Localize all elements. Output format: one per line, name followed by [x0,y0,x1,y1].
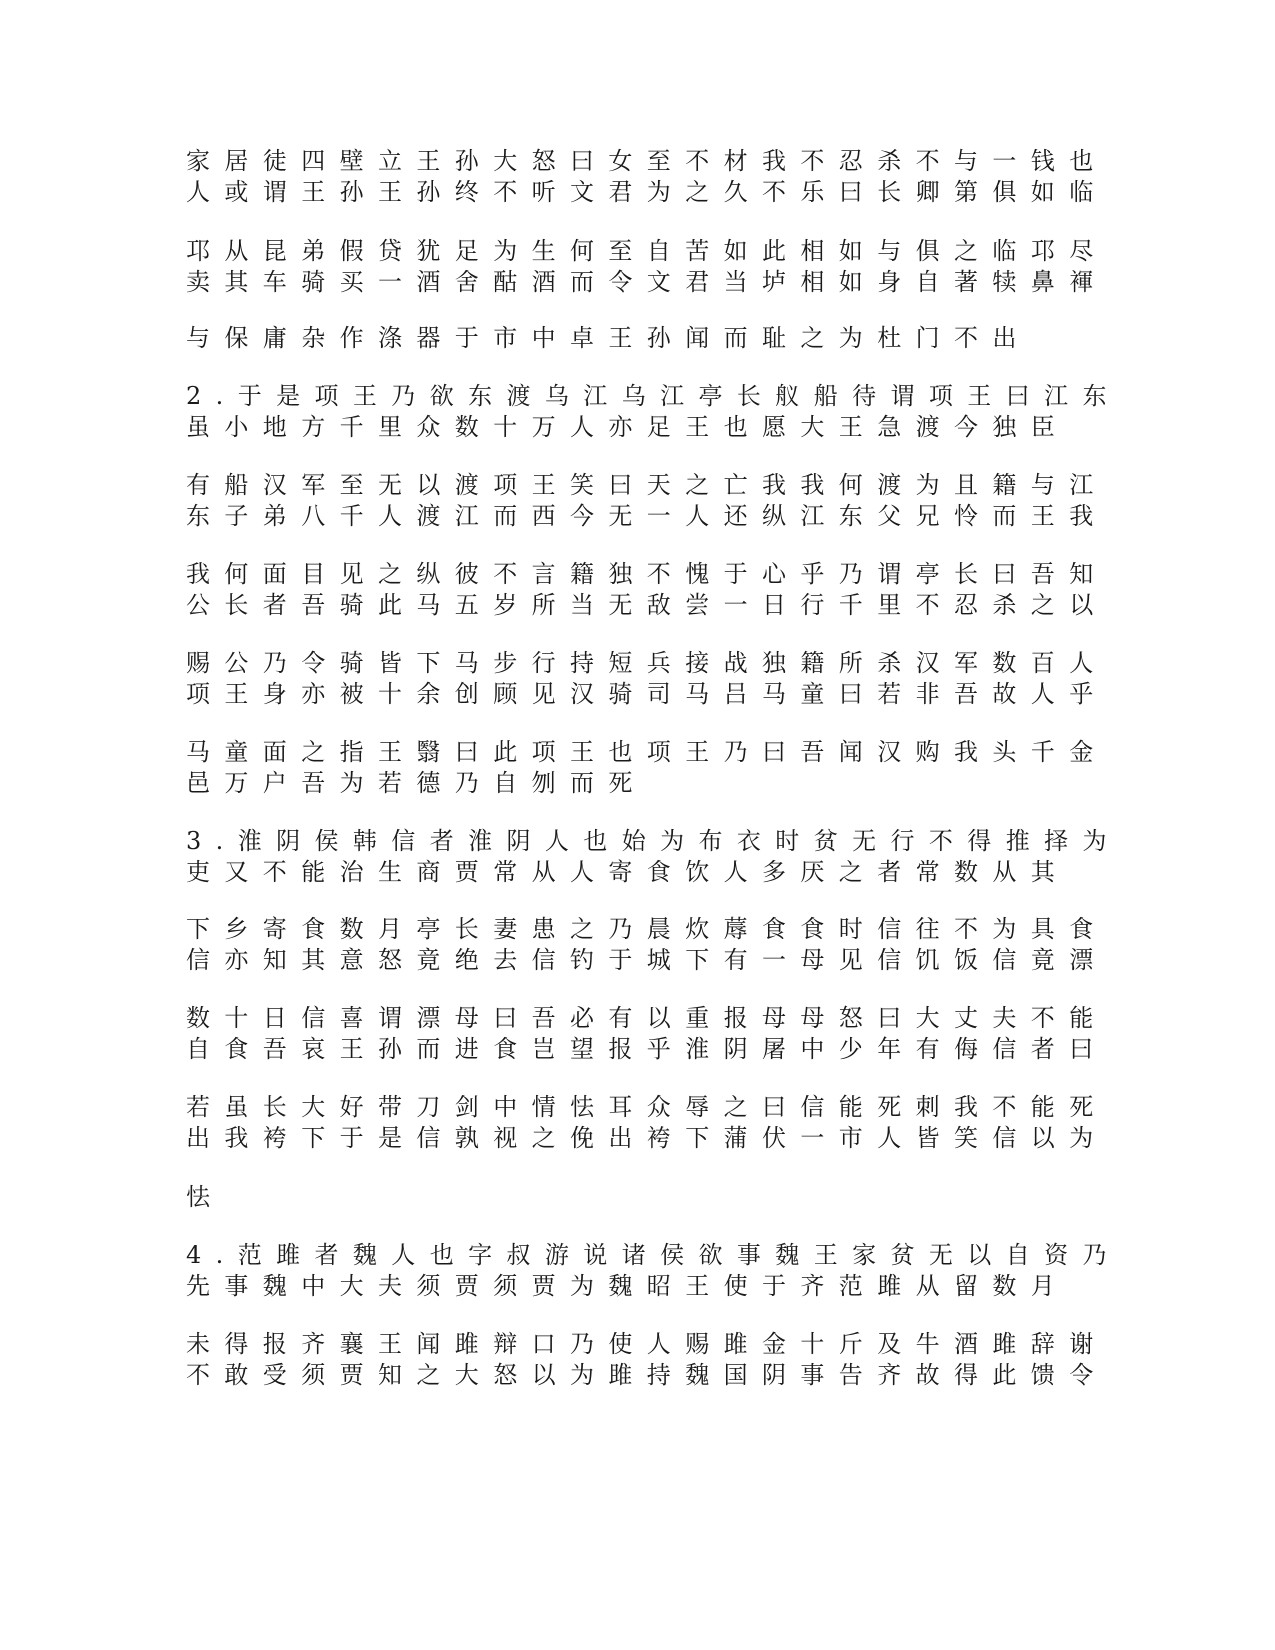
text-line: 虽小地方千里众数十万人亦足王也愿大王急渡今独臣 [186,413,1070,441]
text-line: 人或谓王孙王孙终不听文君为之久不乐曰长卿第俱如临 [186,178,1108,206]
paragraph [186,236,1108,298]
text-line: 项王身亦被十余创顾见汉骑司马吕马童曰若非吾故人乎 [186,680,1108,708]
paragraph [186,470,1108,532]
text-line: 有船汉军至无以渡项王笑曰天之亡我我何渡为且籍与江 [186,471,1108,499]
text-line: 与保庸杂作涤器于市中卓王孙闻而耻之为杜门不出 [186,324,1031,352]
paragraph [186,1240,1121,1302]
paragraph [186,914,1108,976]
paragraph [186,1003,1108,1065]
text-line: 自食吾哀王孙而进食岂望报乎淮阴屠中少年有侮信者曰 [186,1035,1108,1063]
text-line: 赐公乃令骑皆下马步行持短兵接战独籍所杀汉军数百人 [186,649,1108,677]
text-line: 先事魏中大夫须贾须贾为魏昭王使于齐范雎从留数月 [186,1272,1070,1300]
text-line: 若虽长大好带刀剑中情怯耳众辱之曰信能死刺我不能死 [186,1093,1108,1121]
text-line: 怯 [186,1183,225,1211]
paragraph [186,1329,1108,1391]
paragraph [186,381,1121,443]
text-line: 下乡寄食数月亭长妻患之乃晨炊蓐食食时信往不为具食 [186,915,1108,943]
paragraph [186,826,1121,888]
paragraph [186,146,1108,208]
text-line: 邑万户吾为若德乃自刎而死 [186,769,647,797]
text-line: 马童面之指王翳曰此项王也项王乃曰吾闻汉购我头千金 [186,738,1108,766]
text-line: 信亦知其意怒竟绝去信钓于城下有一母见信饥饭信竟漂 [186,946,1108,974]
paragraph [186,1092,1108,1154]
text-line: 我何面目见之纵彼不言籍独不愧于心乎乃谓亭长曰吾知 [186,560,1108,588]
paragraph [186,648,1108,710]
text-line: 公长者吾骑此马五岁所当无敌尝一日行千里不忍杀之以 [186,591,1108,619]
paragraph [186,737,1108,799]
text-line: 东子弟八千人渡江而西今无一人还纵江东父兄怜而王我 [186,502,1108,530]
text-line: 卖其车骑买一酒舍酤酒而令文君当垆相如身自著犊鼻褌 [186,268,1108,296]
text-line: 家居徒四壁立王孙大怒曰女至不材我不忍杀不与一钱也 [186,147,1108,175]
paragraph [186,1182,224,1213]
paragraph [186,323,1031,354]
text-line: 未得报齐襄王闻雎辩口乃使人赐雎金十斤及牛酒雎辞谢 [186,1330,1108,1358]
paragraph [186,559,1108,621]
text-line: 吏又不能治生商贾常从人寄食饮人多厌之者常数从其 [186,858,1070,886]
text-line: 出我袴下于是信孰视之俛出袴下蒲伏一市人皆笑信以为 [186,1124,1108,1152]
text-line: 不敢受须贾知之大怒以为雎持魏国阴事告齐故得此馈令 [186,1361,1108,1389]
text-line: 3.淮阴侯韩信者淮阴人也始为布衣时贫无行不得推择为 [186,827,1121,855]
text-line: 4.范雎者魏人也字叔游说诸侯欲事魏王家贫无以自资乃 [186,1241,1121,1269]
text-line: 邛从昆弟假贷犹足为生何至自苦如此相如与俱之临邛尽 [186,237,1108,265]
text-line: 数十日信喜谓漂母曰吾必有以重报母母怒曰大丈夫不能 [186,1004,1108,1032]
text-line: 2.于是项王乃欲东渡乌江乌江亭长舣船待谓项王曰江东 [186,382,1121,410]
